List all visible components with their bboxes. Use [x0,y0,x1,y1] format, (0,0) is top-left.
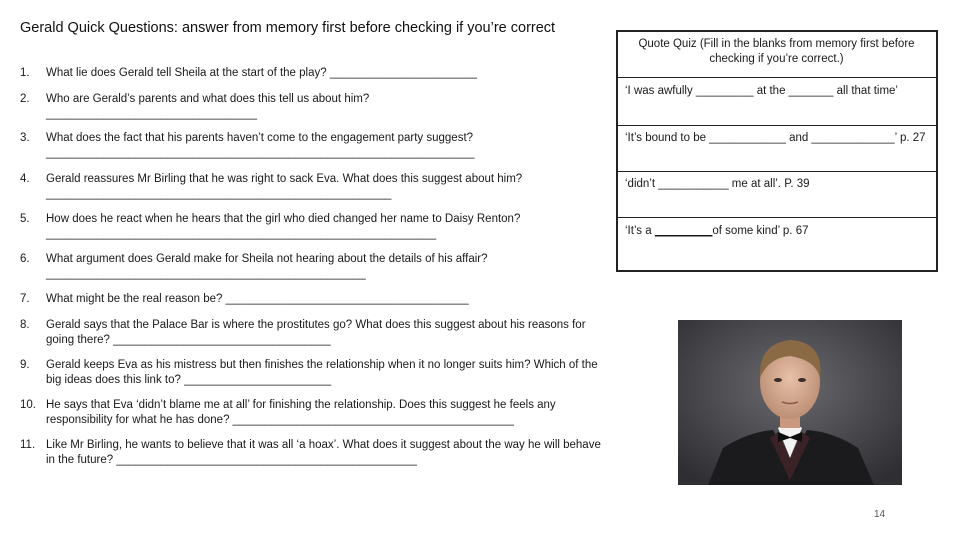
question-number: 9. [20,359,30,371]
question-number: 7. [20,293,30,305]
quote-row-suffix: of some kind’ p. 67 [712,225,809,237]
question-text: How does he react when he hears that the girl who died changed her name to Daisy Renton? _____________________________________________________________ [46,213,521,240]
question-text: What argument does Gerald make for Sheila not hearing about the details of his affair? __________________________________________________ [46,253,488,280]
quote-row: ‘It’s bound to be ____________ and _____________’ p. 27 [618,125,936,171]
gerald-portrait-photo [678,320,902,485]
quote-row: ‘didn’t ___________ me at all’. P. 39 [618,171,936,217]
page-number: 14 [874,509,886,520]
question-text: What lie does Gerald tell Sheila at the start of the play? _______________________ [46,67,477,79]
question-number: 11. [20,439,36,451]
quote-row-blank: _________ [654,225,713,237]
question-text: Like Mr Birling, he wants to believe that it was all ‘a hoax’. What does it suggest about the way he will behave in the future? _______________________________________________ [46,439,601,466]
question-number: 1. [20,67,30,79]
quote-row: ‘I was awfully _________ at the _______ all that time’ [618,77,936,125]
page-title: Gerald Quick Questions: answer from memory first before checking if you’re correct [20,20,556,36]
quote-quiz-table [616,30,938,272]
question-number: 8. [20,319,30,331]
question-text: Gerald says that the Palace Bar is where the prostitutes go? What does this suggest about his reasons for going there? __________________________________ [46,319,586,346]
question-text: Gerald keeps Eva as his mistress but then finishes the relationship when it no longer suits him? Which of the big ideas does this link to? _______________________ [46,359,598,386]
question-number: 5. [20,213,30,225]
question-text: He says that Eva ‘didn’t blame me at all’ for finishing the relationship. Does this suggest he feels any responsibility for what he has done? ____________________________________________ [46,399,556,426]
quote-row-prefix: ‘It’s a [625,225,655,237]
question-number: 10. [20,399,36,411]
question-number: 4. [20,173,30,185]
question-text: Who are Gerald’s parents and what does this tell us about him? _________________________________ [46,93,370,120]
question-text: What might be the real reason be? ______________________________________ [46,293,469,305]
question-number: 2. [20,93,30,105]
question-text: What does the fact that his parents haven’t come to the engagement party suggest? ___________________________________________________________________ [46,132,475,159]
question-number: 6. [20,253,30,265]
question-text: Gerald reassures Mr Birling that he was right to sack Eva. What does this suggest about him? ______________________________________________________ [46,173,523,200]
quote-quiz-heading: Quote Quiz (Fill in the blanks from memory first before checking if you’re correct.) [638,38,915,65]
quote-row [618,217,936,270]
question-number: 3. [20,132,30,144]
